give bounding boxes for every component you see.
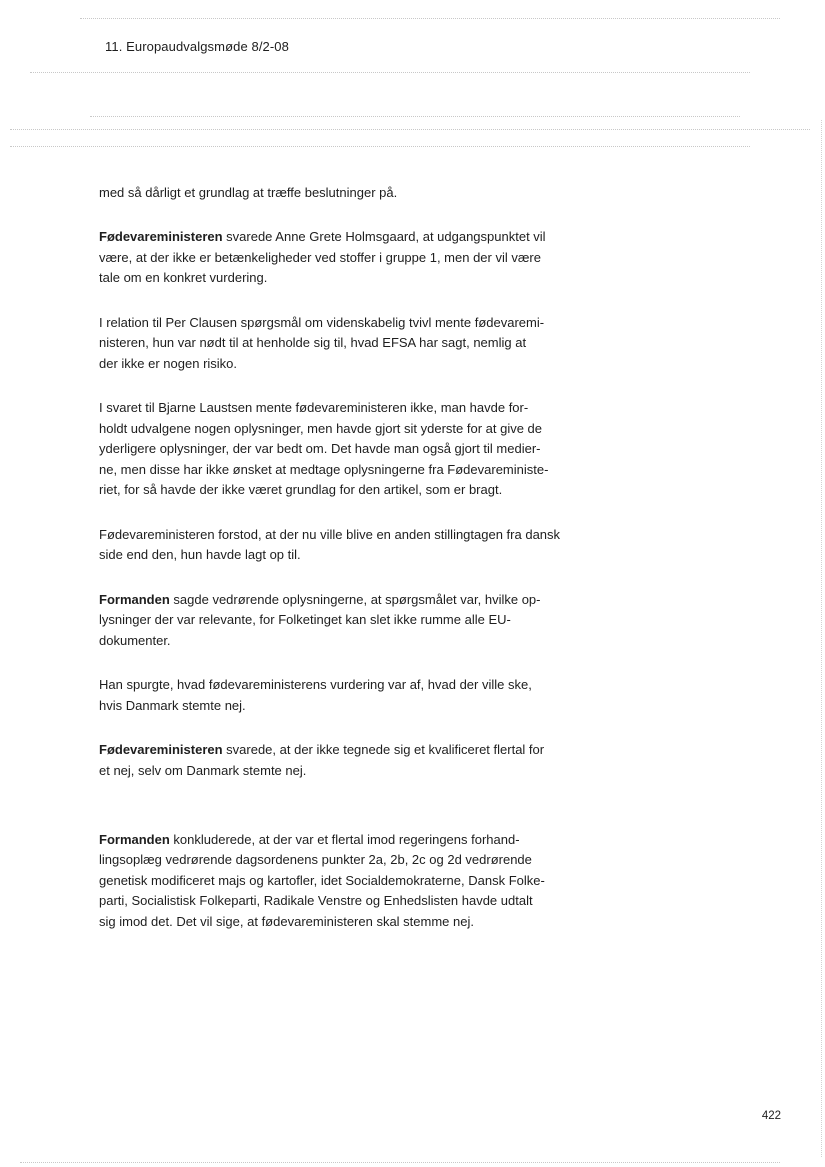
scan-artifact-line [10, 129, 810, 130]
paragraph [99, 292, 581, 374]
scan-artifact-line [80, 18, 780, 19]
paragraph-text: svarede Anne Grete Holmsgaard, at udgangspunktet vil være, at der ikke er betænkeligheder ved stoffer i gruppe 1, men der vil være tale om en konkret vurdering. [99, 229, 546, 285]
speaker-name: Formanden [99, 591, 170, 607]
paragraph-text: sagde vedrørende oplysningerne, at spørgsmålet var, hvilke op- lysninger der var relevante, for Folketinget kan slet ikke rumme alle EU- dokumenter. [99, 591, 541, 648]
paragraph [99, 569, 581, 651]
scan-artifact-line [30, 72, 750, 73]
speaker-name: Fødevareministeren [99, 229, 223, 244]
page-header: 11. Europaudvalgsmøde 8/2-08 [105, 39, 289, 54]
scan-artifact-line [90, 116, 740, 117]
paragraph-text: Han spurgte, hvad fødevareministerens vurdering var af, hvad der ville ske, hvis Danmark stemte nej. [99, 677, 532, 713]
paragraph-text: konkluderede, at der var et flertal imod regeringens forhand- lingsoplæg vedrørende dagsordenens punkter 2a, 2b, 2c og 2d vedrørende genetisk modificeret majs og kartofler, idet Socialdemokraterne, Dansk Folke- parti, Socialistisk Folkeparti, Radikale Venstre og Enhedslisten havde udtalt sig imod det. Det vil sige, at fødevareministeren skal stemme nej. [99, 831, 545, 929]
speaker-name: Formanden [99, 831, 170, 847]
paragraph [99, 162, 581, 203]
scan-artifact-line [10, 146, 750, 147]
scan-artifact-line [20, 1162, 780, 1163]
paragraph [99, 504, 581, 566]
paragraph-text: I svaret til Bjarne Laustsen mente fødevareministeren ikke, man havde for- holdt udvalgene nogen oplysninger, men havde gjort sit yderste for at give de yderligere oplysninger, der var bedt om. Det havde man også gjort til medier- ne, men disse har ikke ønsket at medtage oplysningerne fra Fødevareministe- riet, for så havde der ikke været grundlag for den artikel, som er bragt. [99, 400, 549, 497]
paragraph [99, 655, 581, 717]
paragraph-text: I relation til Per Clausen spørgsmål om videnskabelig tvivl mente fødevaremi- nisteren, hun var nødt til at henholde sig til, hvad EFSA har sagt, nemlig at der ikke er nogen risiko. [99, 314, 545, 371]
paragraph [99, 207, 581, 289]
document-body [99, 162, 581, 936]
speaker-name: Fødevareministeren [99, 742, 223, 757]
paragraph [99, 378, 581, 501]
paragraph [99, 720, 581, 782]
paragraph-text: svarede, at der ikke tegnede sig et kvalificeret flertal for et nej, selv om Danmark stemte nej. [99, 742, 545, 778]
paragraph [99, 809, 581, 932]
page-number: 422 [761, 1110, 781, 1122]
paragraph-text: Fødevareministeren forstod, at der nu ville blive en anden stillingtagen fra dansk side end den, hun havde lagt op til. [99, 526, 561, 562]
paragraph-text: med så dårligt et grundlag at træffe beslutninger på. [99, 184, 398, 200]
scan-artifact-edge [821, 120, 822, 1157]
